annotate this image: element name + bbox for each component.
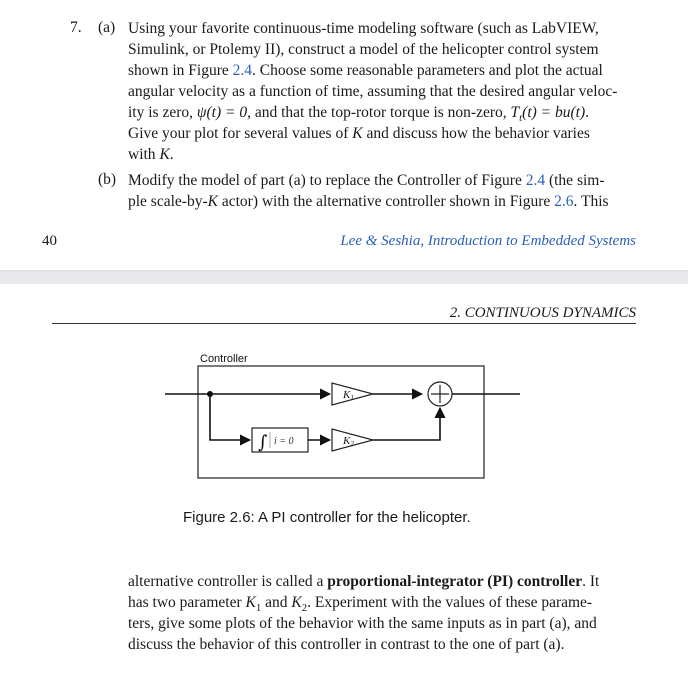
part-a-line-1: Using your favorite continuous-time modeling software (such as LabVIEW, bbox=[128, 20, 599, 37]
part-a-line-7: with K. bbox=[128, 146, 174, 163]
gain-k2-label: K2 bbox=[343, 435, 354, 448]
branch-wire bbox=[210, 394, 250, 440]
figure-link-2-4[interactable]: 2.4 bbox=[232, 62, 252, 79]
part-b-line-2: ple scale-by-K actor) with the alternative controller shown in Figure 2.6. This bbox=[128, 193, 609, 210]
gain-k1-label: K1 bbox=[343, 389, 354, 402]
para-line-3: ters, give some plots of the behavior with the same inputs as in part (a), and bbox=[128, 615, 597, 632]
figure-link-2-4[interactable]: 2.4 bbox=[525, 172, 546, 189]
page-top bbox=[0, 0, 688, 270]
para-line-4: discuss the behavior of this controller in contrast to the one of part (a). bbox=[128, 636, 565, 653]
part-a-line-5: ity is zero, ψ(t) = 0, and that the top-rotor torque is non-zero, $T_t(t) = bu(t)$. bbox=[128, 104, 590, 125]
part-a-line-6: Give your plot for several values of K and discuss how the behavior varies bbox=[128, 125, 590, 142]
part-a-line-3: shown in Figure 2.4. Choose some reasonable parameters and plot the actual bbox=[128, 62, 603, 79]
controller-label: Controller bbox=[200, 353, 248, 365]
part-a-line-2: Simulink, or Ptolemy II), construct a model of the helicopter control system bbox=[128, 41, 599, 58]
part-a-label: (a) bbox=[98, 19, 116, 36]
question-number: 7. bbox=[70, 19, 82, 36]
integrator-symbol: ∫ bbox=[258, 432, 268, 453]
part-a-line-4: angular velocity as a function of time, assuming that the desired angular veloc- bbox=[128, 83, 618, 100]
integrator-init: i = 0 bbox=[274, 436, 294, 447]
part-b-label: (b) bbox=[98, 171, 117, 188]
math-psi: ψ(t) = 0 bbox=[196, 104, 248, 121]
figure-caption: Figure 2.6: A PI controller for the helicopter. bbox=[183, 509, 471, 526]
para-line-2: has two parameter $K_1$ and $K_2$. Experiment with the values of these parame- bbox=[128, 594, 593, 615]
footer-book-title[interactable]: Lee & Seshia, Introduction to Embedded Systems bbox=[340, 233, 636, 249]
page-number: 40 bbox=[42, 233, 57, 249]
header-rule bbox=[52, 323, 636, 324]
figure-link-2-6[interactable]: 2.6 bbox=[554, 193, 574, 210]
chapter-header: 2. CONTINUOUS DYNAMICS bbox=[449, 305, 636, 321]
k2-to-sum-wire bbox=[373, 408, 440, 440]
page-bottom bbox=[0, 284, 688, 700]
math-torque: T bbox=[510, 104, 520, 121]
part-b-line-1: Modify the model of part (a) to replace the Controller of Figure 2.4 (the sim- bbox=[128, 172, 605, 189]
para-line-1: alternative controller is called a proportional-integrator (PI) controller. It bbox=[128, 573, 600, 590]
